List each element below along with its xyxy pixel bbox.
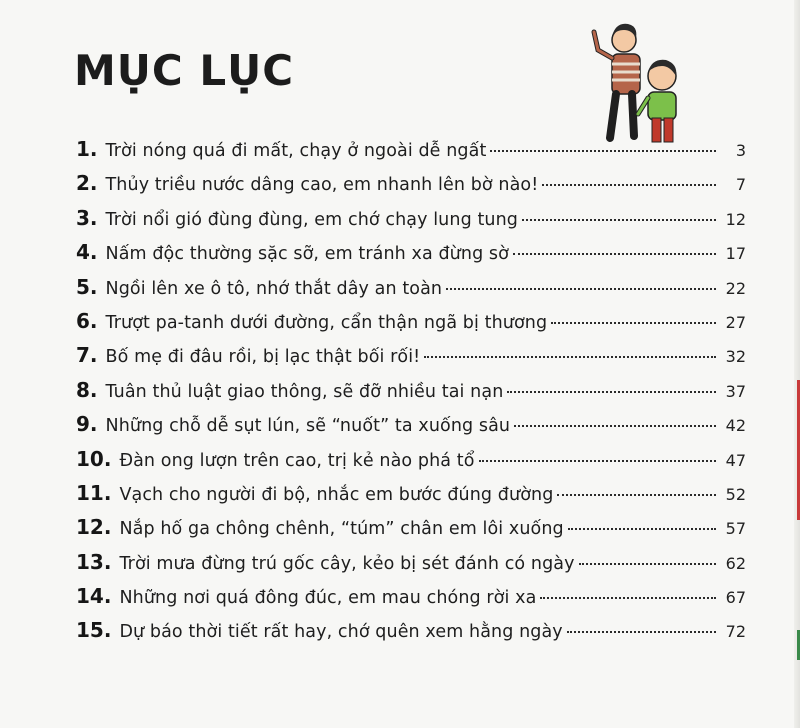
entry-number: 3. [76, 205, 98, 230]
toc-entry[interactable] [76, 206, 746, 240]
entry-number: 4. [76, 240, 98, 265]
entry-number: 10. [76, 446, 112, 471]
younger-boy-figure [638, 60, 676, 142]
toc-entry[interactable] [76, 447, 746, 481]
entry-title: Đàn ong lượn trên cao, trị kẻ nào phá tổ [119, 450, 475, 471]
entry-page: 37 [725, 381, 746, 401]
two-children-illustration-icon [576, 10, 696, 150]
entry-title: Trời nổi gió đùng đùng, em chớ chạy lung tung [105, 209, 518, 230]
entry-number: 2. [76, 171, 98, 196]
page-edge [794, 0, 800, 728]
entry-page: 7 [735, 175, 746, 195]
entry-title: Dự báo thời tiết rất hay, chớ quên xem hằng ngày [119, 622, 563, 643]
toc-entry[interactable] [76, 343, 746, 377]
entry-page: 42 [725, 416, 746, 436]
toc-entry[interactable] [76, 550, 746, 584]
entry-number: 6. [76, 308, 98, 333]
entry-number: 7. [76, 343, 98, 368]
entry-number: 11. [76, 480, 112, 505]
table-of-contents [76, 137, 746, 653]
dot-leader [551, 322, 716, 324]
toc-entry[interactable] [76, 481, 746, 515]
dot-leader [568, 528, 716, 530]
entry-page: 27 [725, 312, 746, 332]
entry-page: 52 [725, 484, 746, 504]
entry-page: 67 [725, 588, 746, 608]
toc-entry[interactable] [76, 378, 746, 412]
entry-number: 15. [76, 618, 112, 643]
toc-entry[interactable] [76, 618, 746, 652]
entry-title: Vạch cho người đi bộ, nhắc em bước đúng đường [119, 484, 554, 505]
toc-entry[interactable] [76, 240, 746, 274]
dot-leader [513, 253, 716, 255]
toc-entry[interactable] [76, 309, 746, 343]
entry-page: 3 [735, 141, 746, 160]
entry-title: Trượt pa-tanh dưới đường, cẩn thận ngã bị thương [105, 312, 548, 333]
dot-leader [567, 631, 716, 633]
entry-page: 32 [725, 347, 746, 367]
toc-entry[interactable] [76, 515, 746, 549]
entry-title: Những nơi quá đông đúc, em mau chóng rời xa [119, 588, 537, 609]
toc-entry[interactable] [76, 171, 746, 205]
entry-number: 14. [76, 584, 112, 609]
toc-entry[interactable] [76, 275, 746, 309]
entry-number: 5. [76, 274, 98, 299]
entry-title: Trời nóng quá đi mất, chạy ở ngoài dễ ngất [105, 141, 487, 161]
entry-page: 72 [725, 622, 746, 642]
toc-entry[interactable] [76, 584, 746, 618]
entry-number: 12. [76, 515, 112, 540]
older-boy-figure [594, 24, 640, 138]
entry-title: Trời mưa đừng trú gốc cây, kẻo bị sét đánh có ngày [119, 553, 575, 574]
page-title: MỤC LỤC [74, 46, 295, 95]
entry-title: Nắp hố ga chông chênh, “túm” chân em lôi xuống [119, 519, 564, 540]
entry-page: 22 [725, 278, 746, 298]
dot-leader [490, 150, 716, 152]
dot-leader [514, 425, 716, 427]
dot-leader [507, 391, 716, 393]
entry-page: 12 [725, 209, 746, 229]
dot-leader [446, 288, 716, 290]
dot-leader [540, 597, 716, 599]
dot-leader [522, 219, 716, 221]
entry-number: 1. [76, 137, 98, 161]
dot-leader [557, 494, 716, 496]
dot-leader [479, 460, 716, 462]
toc-entry[interactable] [76, 412, 746, 446]
dot-leader [542, 184, 716, 186]
entry-number: 9. [76, 412, 98, 437]
dot-leader [579, 563, 716, 565]
entry-page: 62 [725, 553, 746, 573]
entry-title: Bố mẹ đi đâu rồi, bị lạc thật bối rối! [105, 347, 421, 368]
entry-page: 47 [725, 450, 746, 470]
toc-entry[interactable] [76, 137, 746, 171]
entry-page: 57 [725, 519, 746, 539]
entry-title: Thủy triều nước dâng cao, em nhanh lên bờ nào! [105, 175, 539, 196]
entry-page: 17 [725, 244, 746, 264]
entry-title: Những chỗ dễ sụt lún, sẽ “nuốt” ta xuống sâu [105, 416, 511, 437]
dot-leader [424, 356, 716, 358]
entry-title: Tuân thủ luật giao thông, sẽ đỡ nhiều tai nạn [105, 381, 504, 402]
entry-title: Ngồi lên xe ô tô, nhớ thắt dây an toàn [105, 278, 443, 299]
entry-title: Nấm độc thường sặc sỡ, em tránh xa đừng sờ [105, 244, 509, 265]
entry-number: 8. [76, 377, 98, 402]
entry-number: 13. [76, 549, 112, 574]
